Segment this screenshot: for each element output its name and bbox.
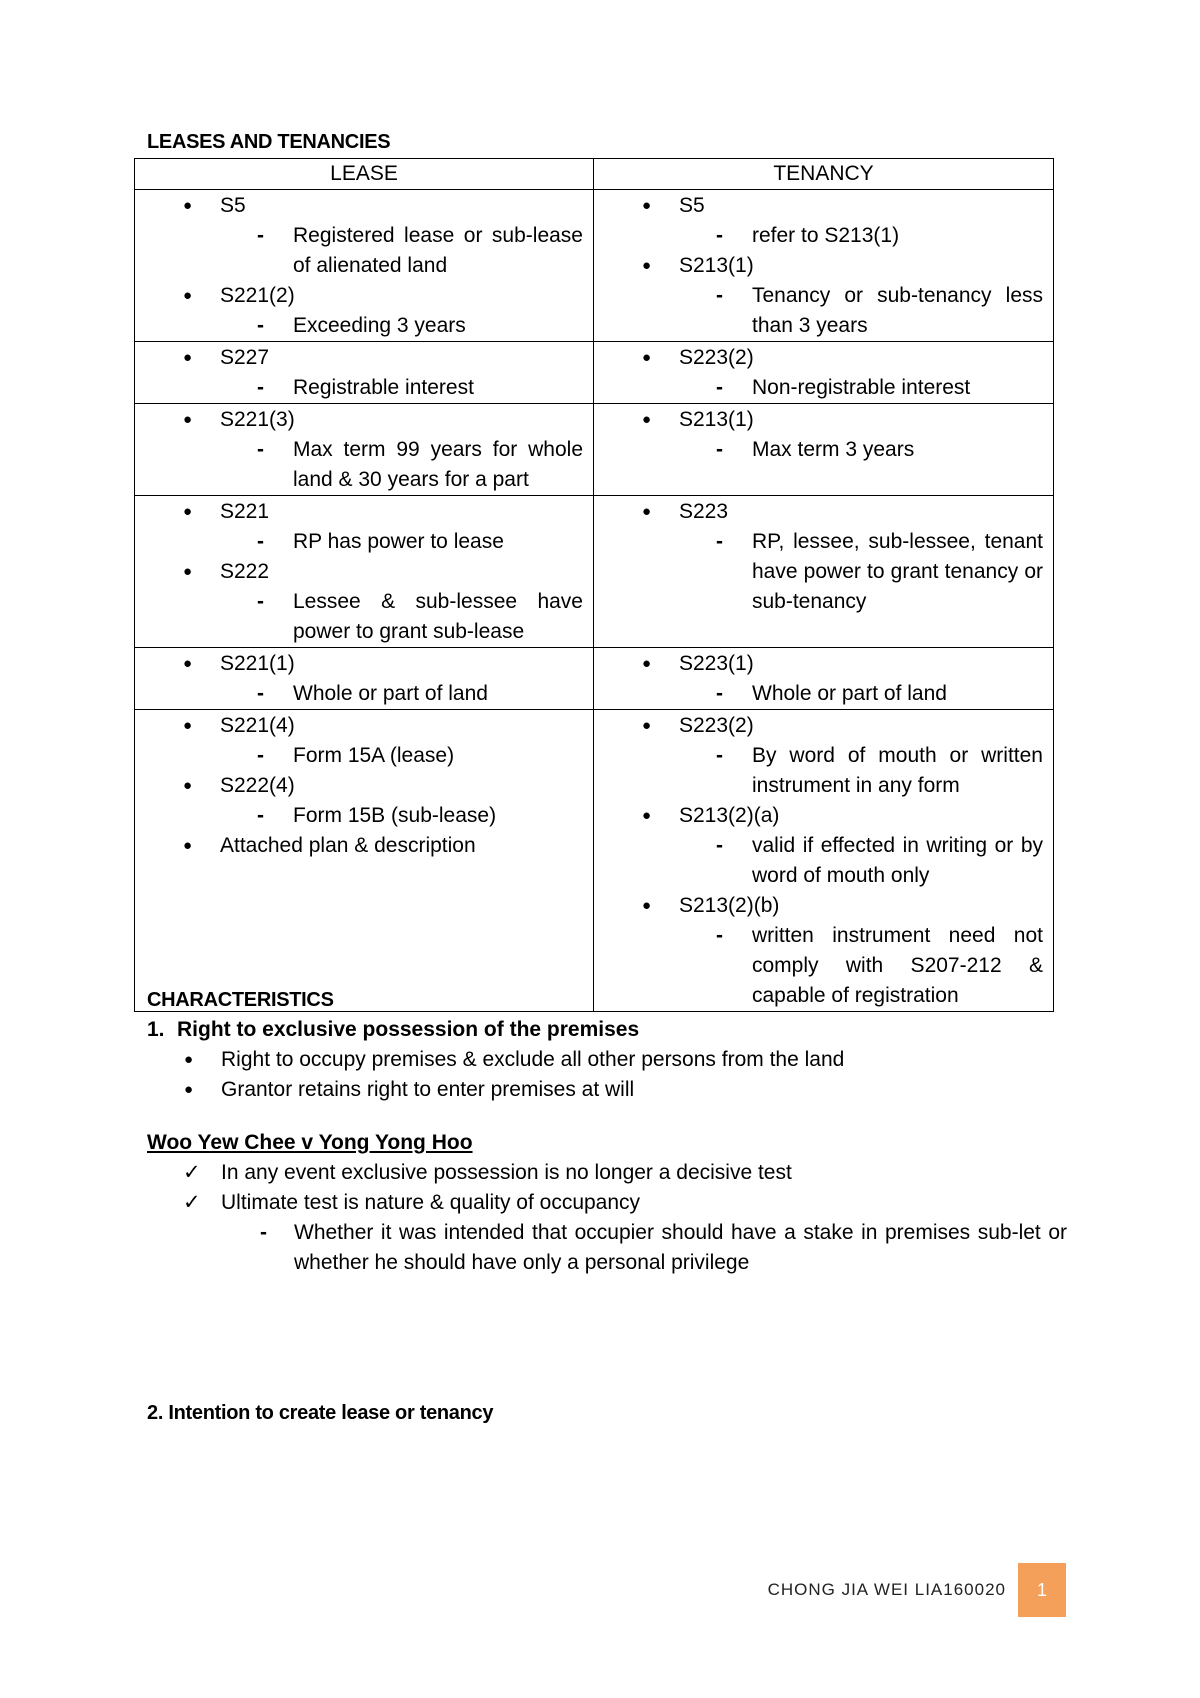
document-title: LEASES AND TENANCIES	[147, 131, 391, 153]
section-description: - RP, lessee, sub-lessee, tenant have power to grant tenancy or sub-tenancy	[594, 527, 1043, 617]
column-header-tenancy: TENANCY	[594, 159, 1054, 190]
section-description: - Max term 99 years for whole land & 30 years for a part	[135, 435, 583, 495]
section-reference: ● S222	[135, 557, 583, 587]
table-row	[135, 710, 1054, 1012]
table-cell-lease	[135, 190, 594, 342]
page-number-badge: 1	[1018, 1563, 1066, 1617]
section-description: - Registrable interest	[135, 373, 583, 403]
section-description: - Lessee & sub-lessee have power to grant sub-lease	[135, 587, 583, 647]
section-reference: ● S213(1)	[594, 405, 1043, 435]
column-header-lease: LEASE	[135, 159, 594, 190]
section-description: - Whole or part of land	[594, 679, 1043, 709]
section-description: - Non-registrable interest	[594, 373, 1043, 403]
section-description: - refer to S213(1)	[594, 221, 1043, 251]
section-reference: ● S213(2)(a)	[594, 801, 1043, 831]
section-description: - By word of mouth or written instrument in any form	[594, 741, 1043, 801]
section-reference: ● S221(4)	[135, 711, 583, 741]
table-cell-lease	[135, 648, 594, 710]
section-description: - written instrument need not comply with S207-212 & capable of registration	[594, 921, 1043, 1011]
table-cell-tenancy	[594, 190, 1054, 342]
characteristic-1-text: Right to exclusive possession of the premises	[177, 1018, 640, 1041]
section-description: - Form 15A (lease)	[135, 741, 583, 771]
section-reference: ● S223(2)	[594, 343, 1043, 373]
list-item: - Whether it was intended that occupier should have a stake in premises sub-let or whether he should have only a personal privilege	[147, 1218, 1067, 1278]
table-row	[135, 496, 1054, 648]
section-reference: ● S221	[135, 497, 583, 527]
section-reference: ● S223(2)	[594, 711, 1043, 741]
section-reference: ● Attached plan & description	[135, 831, 583, 861]
table-cell-lease	[135, 710, 594, 1012]
section-description: - Tenancy or sub-tenancy less than 3 years	[594, 281, 1043, 341]
section-description: - Max term 3 years	[594, 435, 1043, 465]
section-reference: ● S221(2)	[135, 281, 583, 311]
section-description: - Registered lease or sub-lease of alienated land	[135, 221, 583, 281]
table-cell-tenancy	[594, 496, 1054, 648]
section-reference: ● S227	[135, 343, 583, 373]
list-item: ✓ In any event exclusive possession is no longer a decisive test	[147, 1158, 1067, 1188]
section-reference: ● S222(4)	[135, 771, 583, 801]
section-reference: ● S213(1)	[594, 251, 1043, 281]
table-header-row	[135, 159, 1054, 190]
section-description: - valid if effected in writing or by word of mouth only	[594, 831, 1043, 891]
list-item: ✓ Ultimate test is nature & quality of occupancy	[147, 1188, 1067, 1218]
section-reference: ● S223(1)	[594, 649, 1043, 679]
section-description: - Exceeding 3 years	[135, 311, 583, 341]
table-cell-tenancy	[594, 404, 1054, 496]
table-row	[135, 190, 1054, 342]
section-reference: ● S213(2)(b)	[594, 891, 1043, 921]
table-cell-tenancy	[594, 342, 1054, 404]
page-footer	[768, 1563, 1066, 1617]
section-description: - Form 15B (sub-lease)	[135, 801, 583, 831]
table-row	[135, 342, 1054, 404]
characteristic-1-number: 1.	[147, 1018, 165, 1041]
section-reference: ● S5	[135, 191, 583, 221]
characteristic-1-title	[147, 1015, 1067, 1045]
case-name: Woo Yew Chee v Yong Yong Hoo	[147, 1131, 473, 1154]
characteristics-heading: CHARACTERISTICS	[147, 989, 334, 1011]
list-item: ● Grantor retains right to enter premises at will	[147, 1075, 1067, 1105]
table-cell-tenancy	[594, 648, 1054, 710]
section-reference: ● S221(1)	[135, 649, 583, 679]
table-cell-lease	[135, 496, 594, 648]
table-row	[135, 648, 1054, 710]
characteristic-2-title: 2. Intention to create lease or tenancy	[147, 1402, 494, 1424]
table-cell-lease	[135, 404, 594, 496]
section-reference: ● S5	[594, 191, 1043, 221]
footer-author: CHONG JIA WEI LIA160020	[767, 1580, 1006, 1599]
section-description: - Whole or part of land	[135, 679, 583, 709]
table-cell-tenancy	[594, 710, 1054, 1012]
characteristic-2-section	[147, 1398, 1067, 1428]
list-item: ● Right to occupy premises & exclude all other persons from the land	[147, 1045, 1067, 1075]
table-cell-lease	[135, 342, 594, 404]
section-description: - RP has power to lease	[135, 527, 583, 557]
lease-tenancy-table	[134, 158, 1054, 1012]
section-reference: ● S221(3)	[135, 405, 583, 435]
table-row	[135, 404, 1054, 496]
characteristics-section	[147, 985, 1067, 1278]
section-reference: ● S223	[594, 497, 1043, 527]
